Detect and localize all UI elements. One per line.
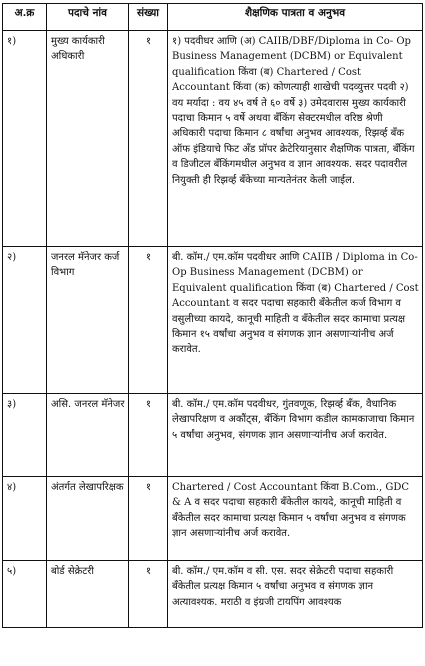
row-qualification: बी. कॉम./ एम.कॉम पदवीधर, गुंतवणूक, रिझर्व्ह बँक, वैधानिक लेखापरिक्षण व अकौंट्स, बँकिंग विभाग कडील कामकाजाचा किमान ५ वर्षांचा अनुभव, संगणक ज्ञान असणाऱ्यांनीच अर्ज करावेत. [168,394,423,477]
table-row [3,477,423,561]
table-row [3,394,423,477]
row-sr: ५) [3,561,47,628]
row-qualification: १) पदवीधर आणि (अ) CAIIB/DBF/Diploma in Co- Op Business Management (DCBM) or Equivalent qualification किंवा (ब) Chartered / Cost Accountant किंवा (क) कोणत्याही शाखेची पदव्युत्तर पदवी २) वय मर्यादा : वय ४५ वर्ष ते ६० वर्षे ३) उमेदवारास मुख्य कार्यकारी पदाचा किमान ५ वर्षे अथवा बँकिंग सेक्टरमधील वरिष्ठ श्रेणी अधिकारी पदाचा किमान ८ वर्षांचा अनुभव आवश्यक, रिझर्व्ह बँक ऑफ इंडियाचे फिट अँड प्रॉपर क्रेटेरियानुसार शैक्षणिक पात्रता, बँकिंग व डिजीटल बँकिंगमधील अनुभव व ज्ञान आवश्यक. सदर पदावरील नियुक्ती ही रिझर्व्ह बँकेच्या मान्यतेनंतर केली जाईल. [168,31,423,247]
row-qualification: बी. कॉम./ एम.कॉम व सी. एस. सदर सेक्रेटरी पदाचा सहकारी बँकेतील प्रत्यक्ष किमान ५ वर्षांचा अनुभव व संगणक ज्ञान अत्यावश्यक. मराठी व इंग्रजी टायपिंग आवश्यक [168,561,423,628]
header-count: संख्या [129,4,168,31]
table-header [3,4,423,31]
row-qualification: बी. कॉम./ एम.कॉम पदवीधर आणि CAIIB / Diploma in Co-Op Business Management (DCBM) or Equivalent qualification किंवा (ब) Chartered / Cost Accountant व सदर पदाचा सहकारी बँकेतील कर्ज विभाग व वसुलीच्या कायदे, कानूची माहिती व बँकेतील सदर कामाचा प्रत्यक्ष किमान १५ वर्षांचा अनुभव व संगणक ज्ञान असणाऱ्यांनीच अर्ज करावेत. [168,247,423,394]
row-post: जनरल मॅनेजर कर्ज विभाग [47,247,129,394]
row-post: मुख्य कार्यकारी अधिकारी [47,31,129,247]
table-row [3,31,423,247]
header-sr: अ.क्र [3,4,47,31]
header-row [3,4,423,31]
table-row [3,561,423,628]
row-post: बोर्ड सेक्रेटरी [47,561,129,628]
row-post: अंतर्गत लेखापरिक्षक [47,477,129,561]
row-sr: २) [3,247,47,394]
posts-table [2,3,423,628]
row-sr: ३) [3,394,47,477]
row-post: असि. जनरल मॅनेजर [47,394,129,477]
row-count: १ [129,561,168,628]
row-sr: १) [3,31,47,247]
row-sr: ४) [3,477,47,561]
row-count: १ [129,247,168,394]
table-body [3,31,423,628]
row-count: १ [129,394,168,477]
row-qualification: Chartered / Cost Accountant किंवा B.Com., GDC & A व सदर पदाचा सहकारी बँकेतील कायदे, कानूची माहिती व बँकेतील सदर कामाचा प्रत्यक्ष किमान ५ वर्षांचा अनुभव व संगणक ज्ञान असणाऱ्यांनीच अर्ज करावेत. [168,477,423,561]
row-count: १ [129,477,168,561]
row-count: १ [129,31,168,247]
header-post: पदाचे नांव [47,4,129,31]
table-row [3,247,423,394]
header-qualification: शैक्षणिक पात्रता व अनुभव [168,4,423,31]
